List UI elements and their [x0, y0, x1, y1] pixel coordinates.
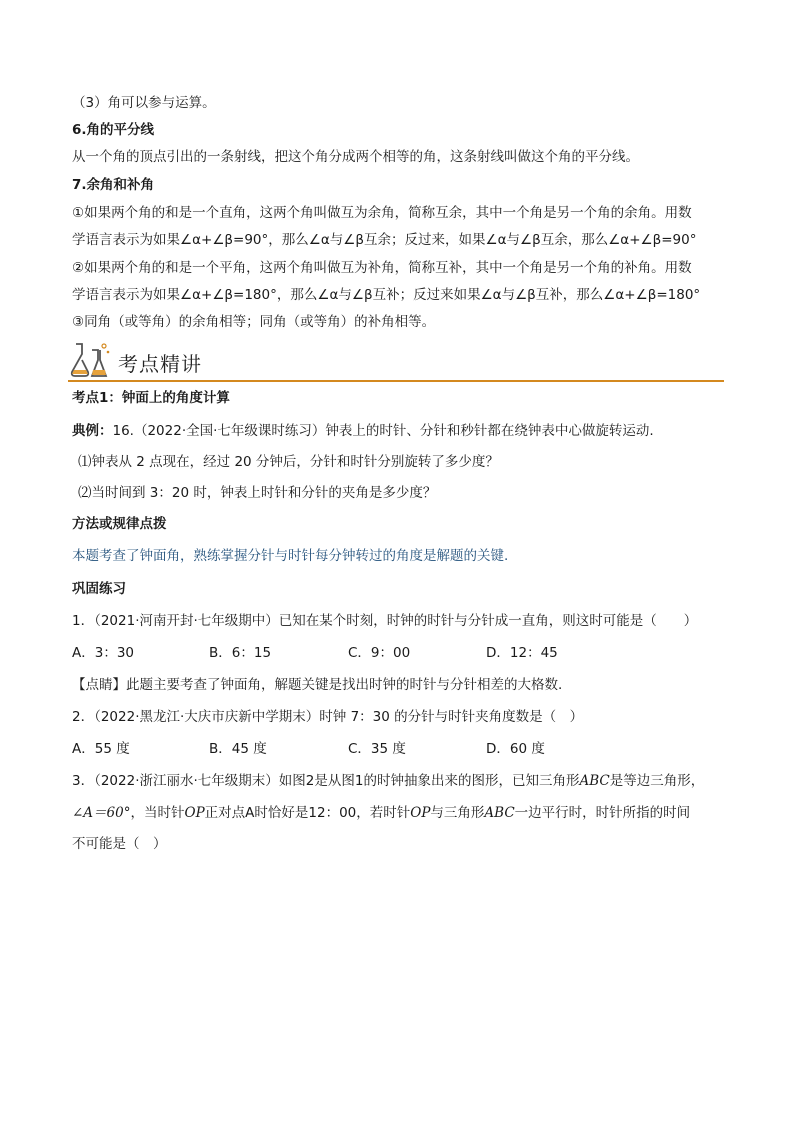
text-line: 学语言表示为如果∠α+∠β=180°，那么∠α与∠β互补；反过来如果∠α与∠β互补，那么∠α+∠β=180°	[72, 287, 701, 303]
problem-3-line-2: ∠A＝60°，当时针OP正对点A时恰好是12：00，若时针OP与三角形ABC一边平行时，时针所指的时间	[72, 805, 691, 821]
topic-heading: 考点1：钟面上的角度计算	[72, 390, 230, 406]
heading-complementary-supplementary: 7.余角和补角	[72, 177, 155, 193]
option-b: B．6：15	[209, 645, 272, 661]
section-title: 考点精讲	[118, 352, 202, 376]
example-label: 典例：	[72, 423, 113, 439]
method-text: 本题考查了钟面角，熟练掌握分针与时针每分钟转过的角度是解题的关键.	[72, 548, 509, 564]
flask-icon	[68, 340, 112, 380]
option-c: C．35 度	[348, 741, 406, 757]
text-line: ③同角（或等角）的余角相等；同角（或等角）的补角相等。	[72, 314, 436, 330]
practice-heading: 巩固练习	[72, 581, 126, 597]
problem-1-stem: 1．（2021·河南开封·七年级期中）已知在某个时刻，时钟的时针与分针成一直角，则这时可能是（ ）	[72, 613, 698, 629]
option-a: A．3：30	[72, 645, 135, 661]
heading-angle-bisector: 6.角的平分线	[72, 122, 155, 138]
divider	[68, 380, 724, 382]
problem-2-stem: 2．（2022·黑龙江·大庆市庆新中学期末）时钟 7：30 的分针与时针夹角度数是（ ）	[72, 709, 584, 725]
text-line: 从一个角的顶点引出的一条射线，把这个角分成两个相等的角，这条射线叫做这个角的平分线。	[72, 149, 639, 165]
example-line	[72, 422, 654, 440]
problem-3-line-3: 不可能是（ ）	[72, 836, 167, 852]
option-d: D．60 度	[486, 741, 545, 757]
method-heading: 方法或规律点拨	[72, 516, 167, 532]
question-1: ⑴钟表从 2 点现在，经过 20 分钟后，分针和时针分别旋转了多少度？	[78, 454, 499, 470]
text-line: 学语言表示为如果∠α+∠β=90°，那么∠α与∠β互余；反过来，如果∠α与∠β互余，那么∠α+∠β=90°	[72, 232, 697, 248]
problem-3-line-1: 3．（2022·浙江丽水·七年级期末）如图2是从图1的时钟抽象出来的图形，已知三角形ABC是等边三角形，	[72, 773, 705, 789]
text-line: ②如果两个角的和是一个平角，这两个角叫做互为补角，简称互补，其中一个角是另一个角的补角。用数	[72, 260, 692, 276]
option-b: B．45 度	[209, 741, 267, 757]
option-c: C．9：00	[348, 645, 411, 661]
section-header	[68, 340, 724, 382]
example-text: 16.（2022·全国·七年级课时练习）钟表上的时针、分针和秒针都在绕钟表中心做旋转运动.	[112, 423, 654, 439]
text-line: ①如果两个角的和是一个直角，这两个角叫做互为余角，简称互余，其中一个角是另一个角的余角。用数	[72, 205, 692, 221]
problem-1-tip: 【点睛】此题主要考查了钟面角，解题关键是找出时钟的时针与分针相差的大格数.	[72, 677, 563, 693]
text-line: （3）角可以参与运算。	[72, 95, 216, 111]
option-d: D．12：45	[486, 645, 558, 661]
question-2: ⑵当时间到 3：20 时，钟表上时针和分针的夹角是多少度？	[78, 485, 437, 501]
option-a: A．55 度	[72, 741, 130, 757]
